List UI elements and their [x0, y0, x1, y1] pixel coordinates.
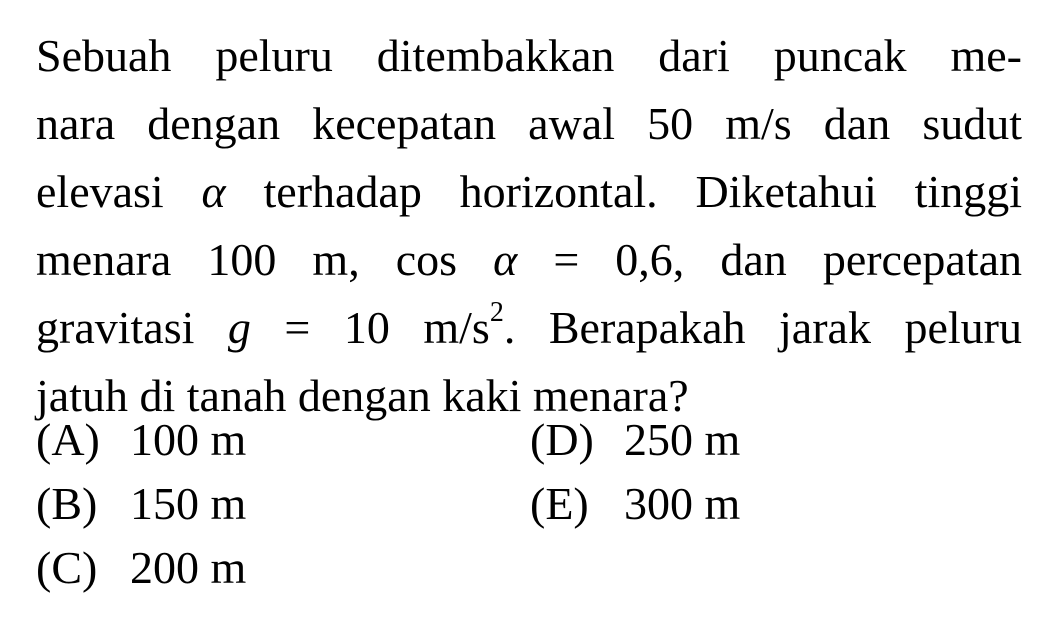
question-line-2: nara dengan kecepatan awal 50 m/s dan sudut	[36, 98, 1022, 149]
gravity-symbol: g	[227, 302, 251, 353]
alpha-symbol: α	[201, 166, 226, 217]
alpha-symbol: α	[493, 234, 518, 285]
option-letter: (C)	[36, 542, 98, 593]
option-value: 150 m	[130, 478, 247, 529]
question-line-4: menara 100 m, cos α = 0,6, dan percepatan	[36, 234, 1022, 285]
option-e[interactable]	[530, 472, 740, 536]
option-letter: (E)	[530, 478, 589, 529]
option-letter: (D)	[530, 414, 594, 465]
option-d[interactable]	[530, 408, 740, 472]
option-letter: (B)	[36, 478, 98, 529]
option-letter: (A)	[36, 414, 100, 465]
option-value: 100 m	[130, 414, 247, 465]
option-b[interactable]	[36, 472, 246, 536]
option-a[interactable]	[36, 408, 246, 472]
question-line-6: jatuh di tanah dengan kaki menara?	[36, 370, 689, 421]
option-value: 300 m	[624, 478, 741, 529]
question-line-1: Sebuah peluru ditembakkan dari puncak me-	[36, 30, 1022, 81]
question-line-3: elevasi α terhadap horizontal. Diketahui tinggi	[36, 166, 1023, 217]
option-value: 250 m	[624, 414, 741, 465]
option-c[interactable]	[36, 536, 246, 600]
exponent: 2	[489, 296, 504, 328]
question-line-5: gravitasi g = 10 $m/s^2$. Berapakah jarak peluru	[36, 296, 1022, 353]
question-text	[36, 22, 1022, 430]
option-value: 200 m	[130, 542, 247, 593]
